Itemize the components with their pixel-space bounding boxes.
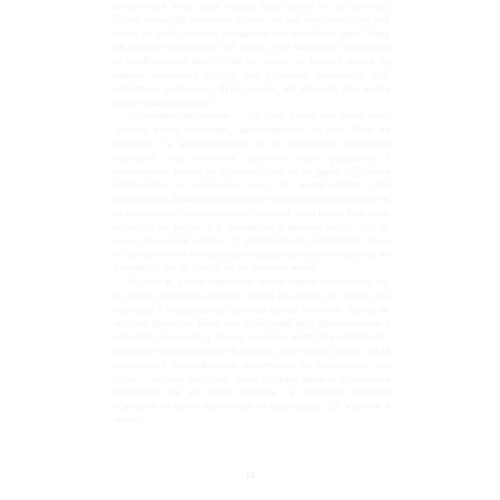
page-number: 13 <box>245 470 255 480</box>
paragraph: «Позитивне мислення» — це одна фраза, яка через свою сутність стала зміненням, запровадженим на всіх. Коли ви розумієте та використовуєте її як інструмент, позитивне мислення стає способом прийняти свою реальність і налаштувати звички до кращого. Коли ви не здатні обробляти інформацію в реальному часі та контролювати свої психологічні драми, ви вдаєтеся до «позитивного мислення» як до своєрідного транквілізатора. Здається, воно могло б не лише вплинути на розум, а й допомогти у вашому житті. Але це лише обмежений погляд. У довготривалій перспективі, якщо ви замислюєтеся або відчуваєте щось, часом розмежовуючи, ви зрозумієте, що це спосіб, як ви прожили життя. <box>113 111 390 275</box>
paragraph: До того ж, є така перевірена часом справа: переконати, що ви здатні прийняти добробут людей як небеса, це справа, яка пов'язана з твердженням, що вони вдячні за любов. Любов як людська здатність. Якщо вам необхідний курс удосконалення в цій сфері, ви можете у своєму власному житті. Ви спокійний, і любові не потрібно багато в космосі, щоб знайти любов. Усі ці інфантильні філософування ґрунтуються на припущенні, що буття — людине доступне. Лише ти праця вимагає отримувати інструмент, як ви маєте розуміти та виявляти найбільш осмислені та вплив переживань та переживань. Це зберегти в людині. <box>113 276 390 426</box>
paragraph: використати лише одну справу, якщо розум — це феномен, безліч мільярдів мозкових клітин, — що продемонструє цей розум із дослідженням, навчанням без постійних змін? Чому ми хочемо обмежувати свій розум, а не вміти його зрощувати та приборкувати його? Хіба ви, може, не можете звести до завжди незмінного досвіду від розумової активності, щоб навчитися досягнень і бути такими, які кожного дня мають змогу ставати на ноги? <box>113 1 390 109</box>
body-text <box>113 0 390 428</box>
